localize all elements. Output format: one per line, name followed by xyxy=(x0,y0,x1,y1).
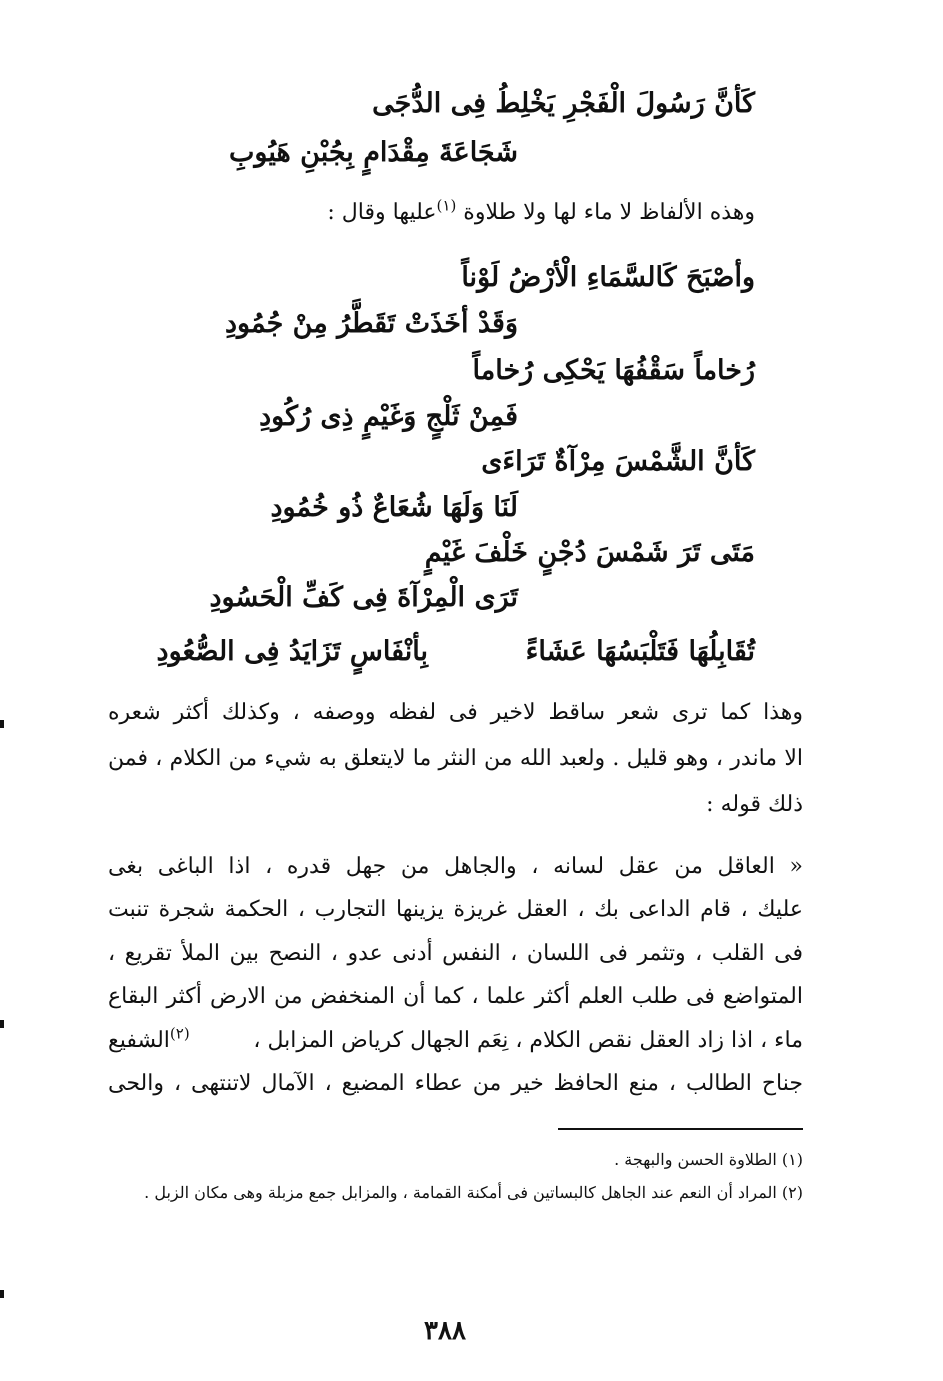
footnote-ref-1: (١) xyxy=(436,196,457,215)
verse-line: تَرَى الْمِرْآةَ فِى كَفِّ الْحَسُودِ xyxy=(209,582,518,613)
verse-line: كَأنَّ رَسُولَ الْفَجْرِ يَخْلِطُ فِى الدُّجَى xyxy=(372,88,755,119)
scan-edge-mark xyxy=(0,1020,4,1028)
footnote-separator xyxy=(558,1128,803,1130)
intro-text: عليها وقال : xyxy=(327,200,437,225)
scan-edge-mark xyxy=(0,1290,4,1298)
verse-line: فَمِنْ ثَلْجٍ وَغَيْمٍ ذِى رُكُودِ xyxy=(259,401,518,432)
paragraph-line: عليك ، قام الداعى بك ، العقل غريزة يزينها التجارب ، الحكمة شجرة تنبت xyxy=(108,897,803,922)
paragraph-line: جناح الطالب ، منع الحافظ خير من عطاء المضيع ، الآمال لاتنتهى ، والحى xyxy=(108,1071,803,1096)
paragraph-line: ذلك قوله : xyxy=(706,792,803,817)
paragraph-line: الا ماندر ، وهو قليل . ولعبد الله من النثر ما لايتعلق به شيء من الكلام ، فمن xyxy=(108,746,803,771)
paragraph-line xyxy=(108,1024,803,1053)
scan-edge-mark xyxy=(0,720,4,728)
intro-line xyxy=(327,196,755,225)
verse-line: بِأنْفَاسٍ تَزَايَدُ فِى الصُّعُودِ xyxy=(156,636,428,667)
paragraph-text-end xyxy=(108,1024,190,1053)
page-number: ٣٨٨ xyxy=(424,1316,466,1346)
paragraph-text: ماء ، اذا زاد العقل نقص الكلام ، نِعَم الجهال كرياض المزابل ، xyxy=(253,1028,803,1053)
intro-text: وهذه الألفاظ لا ماء لها ولا طلاوة xyxy=(456,200,755,225)
verse-line: وَقَدْ أخَذَتْ تَقَطَّرُ مِنْ جُمُودِ xyxy=(224,308,518,339)
verse-line: تُقَابِلُهَا فَتَلْبَسُهَا عَشَاءً xyxy=(525,636,755,667)
footnote-1: (١) الطلاوة الحسن والبهجة . xyxy=(614,1150,803,1169)
footnote-ref-2: (٢) xyxy=(169,1024,190,1043)
paragraph-line: « العاقل من عقل لسانه ، والجاهل من جهل قدره ، اذا الباغى بغى xyxy=(108,854,803,879)
paragraph-line: فى القلب ، وتثمر فى اللسان ، النفس أدنى عدو ، النصح بين الملأ تقريع ، xyxy=(108,941,803,966)
verse-line: كَأنَّ الشَّمْسَ مِرْآةٌ تَرَاءَى xyxy=(481,446,755,477)
verse-line: وأصْبَحَ كَالسَّمَاءِ الْأرْضُ لَوْناً xyxy=(461,262,755,293)
footnote-2: (٢) المراد أن النعم عند الجاهل كالبساتين فى أمكنة القمامة ، والمزابل جمع مزبلة وهى مكان الزبل . xyxy=(144,1183,803,1202)
paragraph-line: المتواضع فى طلب العلم أكثر علما ، كما أن المنخفض من الارض أكثر البقاع xyxy=(108,984,803,1009)
verse-line: رُخاماً سَقْفُهَا يَحْكِى رُخاماً xyxy=(472,355,755,386)
verse-line: لَنَا وَلَهَا شُعَاعٌ ذُو خُمُودِ xyxy=(270,492,518,523)
paragraph-text: الشفيع xyxy=(108,1028,170,1053)
verse-line: شَجَاعَةَ مِقْدَامٍ بِجُبْنِ هَيُوبِ xyxy=(229,137,518,168)
paragraph-line: وهذا كما ترى شعر ساقط لاخير فى لفظه ووصفه ، وكذلك أكثر شعره xyxy=(108,700,803,725)
verse-line: مَتَى تَرَ شَمْسَ دُجْنٍ خَلْفَ غَيْمٍ xyxy=(424,537,755,568)
